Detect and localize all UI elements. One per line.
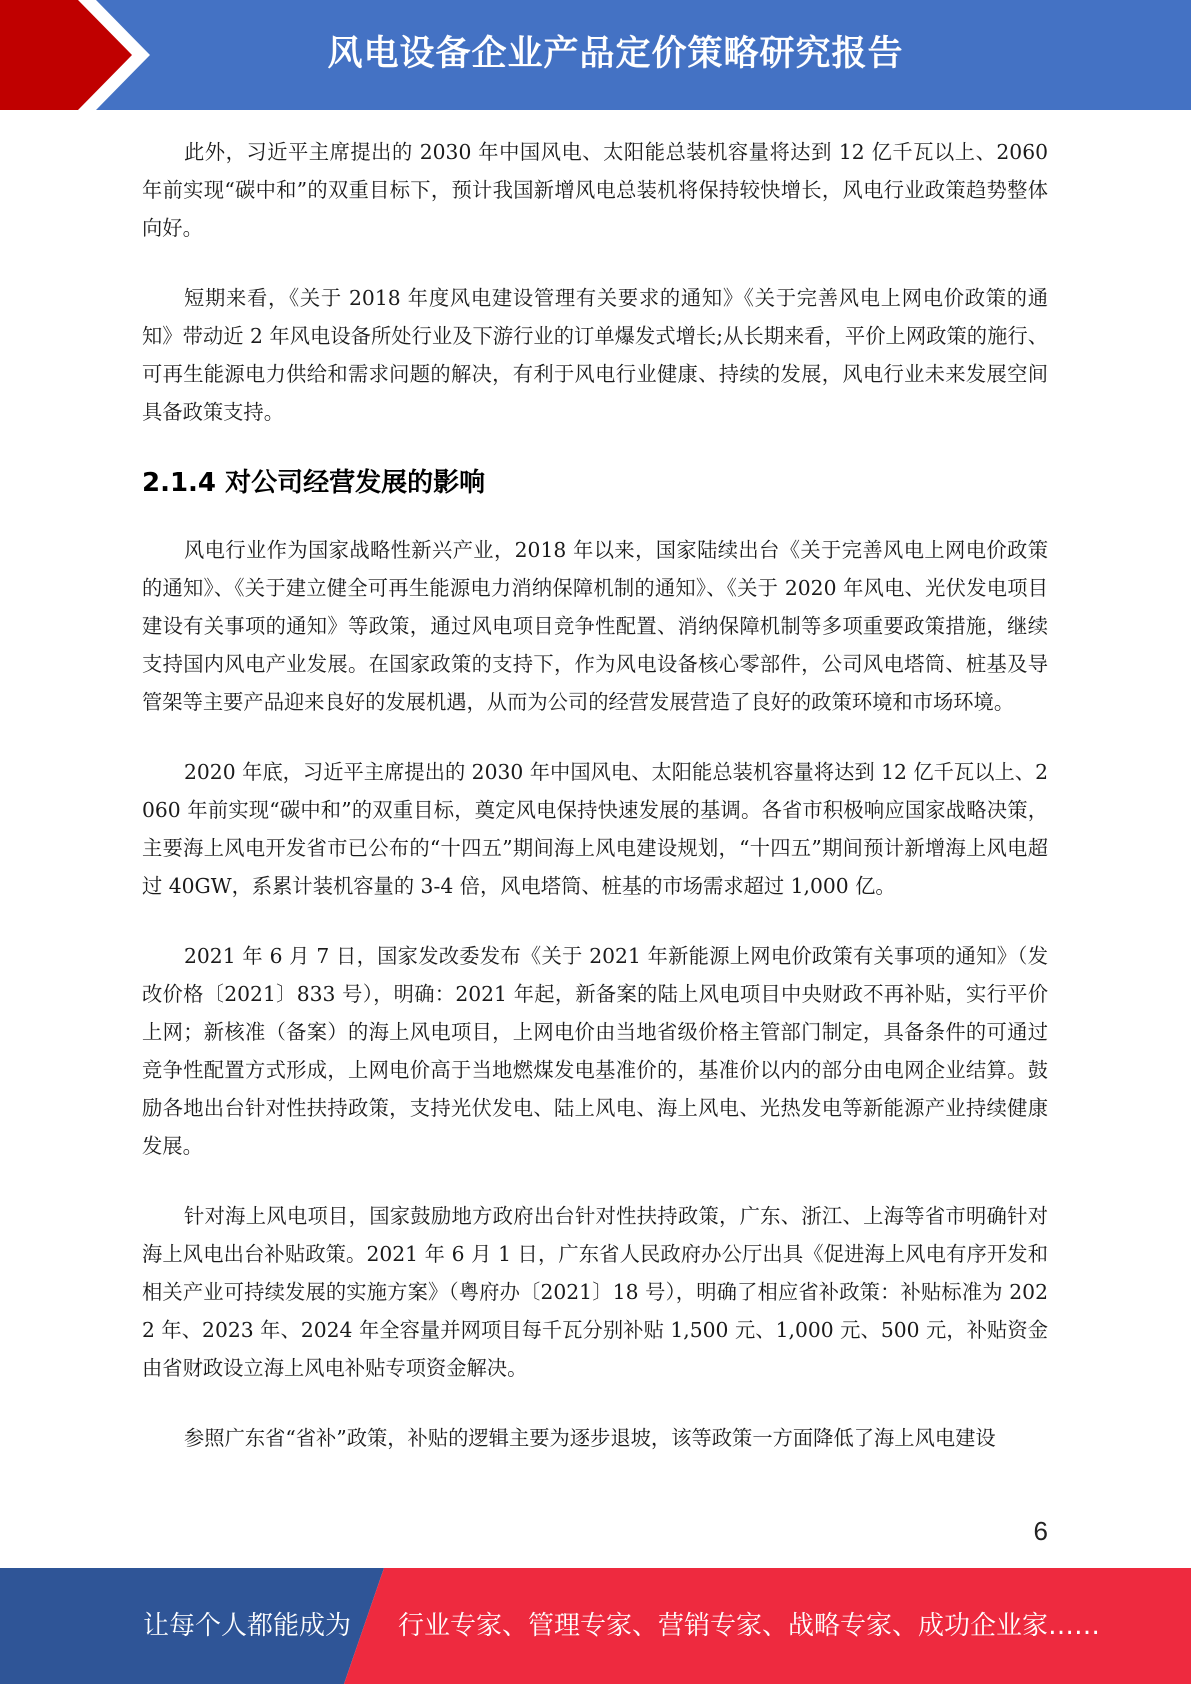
page-number: 6 bbox=[1033, 1516, 1048, 1546]
page-footer bbox=[0, 1568, 1191, 1684]
paragraph: 短期来看，《关于 2018 年度风电建设管理有关要求的通知》《关于完善风电上网电价政策的通知》带动近 2 年风电设备所处行业及下游行业的订单爆发式增长;从长期来看，平价上网政策的施行、可再生能源电力供给和需求问题的解决，有利于风电行业健康、持续的发展，风电行业未来发展空间具备政策支持。 bbox=[142, 286, 1048, 424]
paragraph: 2020 年底，习近平主席提出的 2030 年中国风电、太阳能总装机容量将达到 12 亿千瓦以上、2060 年前实现“碳中和”的双重目标，奠定风电保持快速发展的基调。各省市积极响应国家战略决策，主要海上风电开发省市已公布的“十四五”期间海上风电建设规划，“十四五”期间预计新增海上风电超过 40GW，系累计装机容量的 3-4 倍，风电塔筒、桩基的市场需求超过 1,000 亿。 bbox=[142, 760, 1048, 898]
paragraph: 风电行业作为国家战略性新兴产业，2018 年以来，国家陆续出台《关于完善风电上网电价政策的通知》、《关于建立健全可再生能源电力消纳保障机制的通知》、《关于 2020 年风电、光伏发电项目建设有关事项的通知》等政策，通过风电项目竞争性配置、消纳保障机制等多项重要政策措施，继续支持国内风电产业发展。在国家政策的支持下，作为风电设备核心零部件，公司风电塔筒、桩基及导管架等主要产品迎来良好的发展机遇，从而为公司的经营发展营造了良好的政策环境和市场环境。 bbox=[142, 538, 1048, 714]
page-header bbox=[0, 0, 1191, 110]
report-title: 风电设备企业产品定价策略研究报告 bbox=[327, 34, 904, 74]
paragraph: 2021 年 6 月 7 日，国家发改委发布《关于 2021 年新能源上网电价政策有关事项的通知》（发改价格〔2021〕833 号），明确：2021 年起，新备案的陆上风电项目中央财政不再补贴，实行平价上网；新核准（备案）的海上风电项目，上网电价由当地省级价格主管部门制定，具备条件的可通过竞争性配置方式形成，上网电价高于当地燃煤发电基准价的，基准价以内的部分由电网企业结算。鼓励各地出台针对性扶持政策，支持光伏发电、陆上风电、海上风电、光热发电等新能源产业持续健康发展。 bbox=[142, 944, 1048, 1158]
paragraph: 针对海上风电项目，国家鼓励地方政府出台针对性扶持政策，广东、浙江、上海等省市明确针对海上风电出台补贴政策。2021 年 6 月 1 日，广东省人民政府办公厅出具《促进海上风电有序开发和相关产业可持续发展的实施方案》（粤府办〔2021〕18 号），明确了相应省补政策：补贴标准为 2022 年、2023 年、2024 年全容量并网项目每千瓦分别补贴 1,500 元、1,000 元、500 元，补贴资金由省财政设立海上风电补贴专项资金解决。 bbox=[142, 1204, 1048, 1380]
paragraph: 此外，习近平主席提出的 2030 年中国风电、太阳能总装机容量将达到 12 亿千瓦以上、2060 年前实现“碳中和”的双重目标下，预计我国新增风电总装机将保持较快增长，风电行业政策趋势整体向好。 bbox=[142, 140, 1048, 240]
footer-slogan-right: 行业专家、管理专家、营销专家、战略专家、成功企业家…… bbox=[398, 1611, 1101, 1641]
section-heading: 2.1.4 对公司经营发展的影响 bbox=[142, 468, 486, 498]
paragraph: 参照广东省“省补”政策，补贴的逻辑主要为逐步退坡，该等政策一方面降低了海上风电建设 bbox=[184, 1426, 996, 1450]
report-body bbox=[142, 133, 1048, 1489]
footer-slogan-left: 让每个人都能成为 bbox=[143, 1611, 352, 1641]
